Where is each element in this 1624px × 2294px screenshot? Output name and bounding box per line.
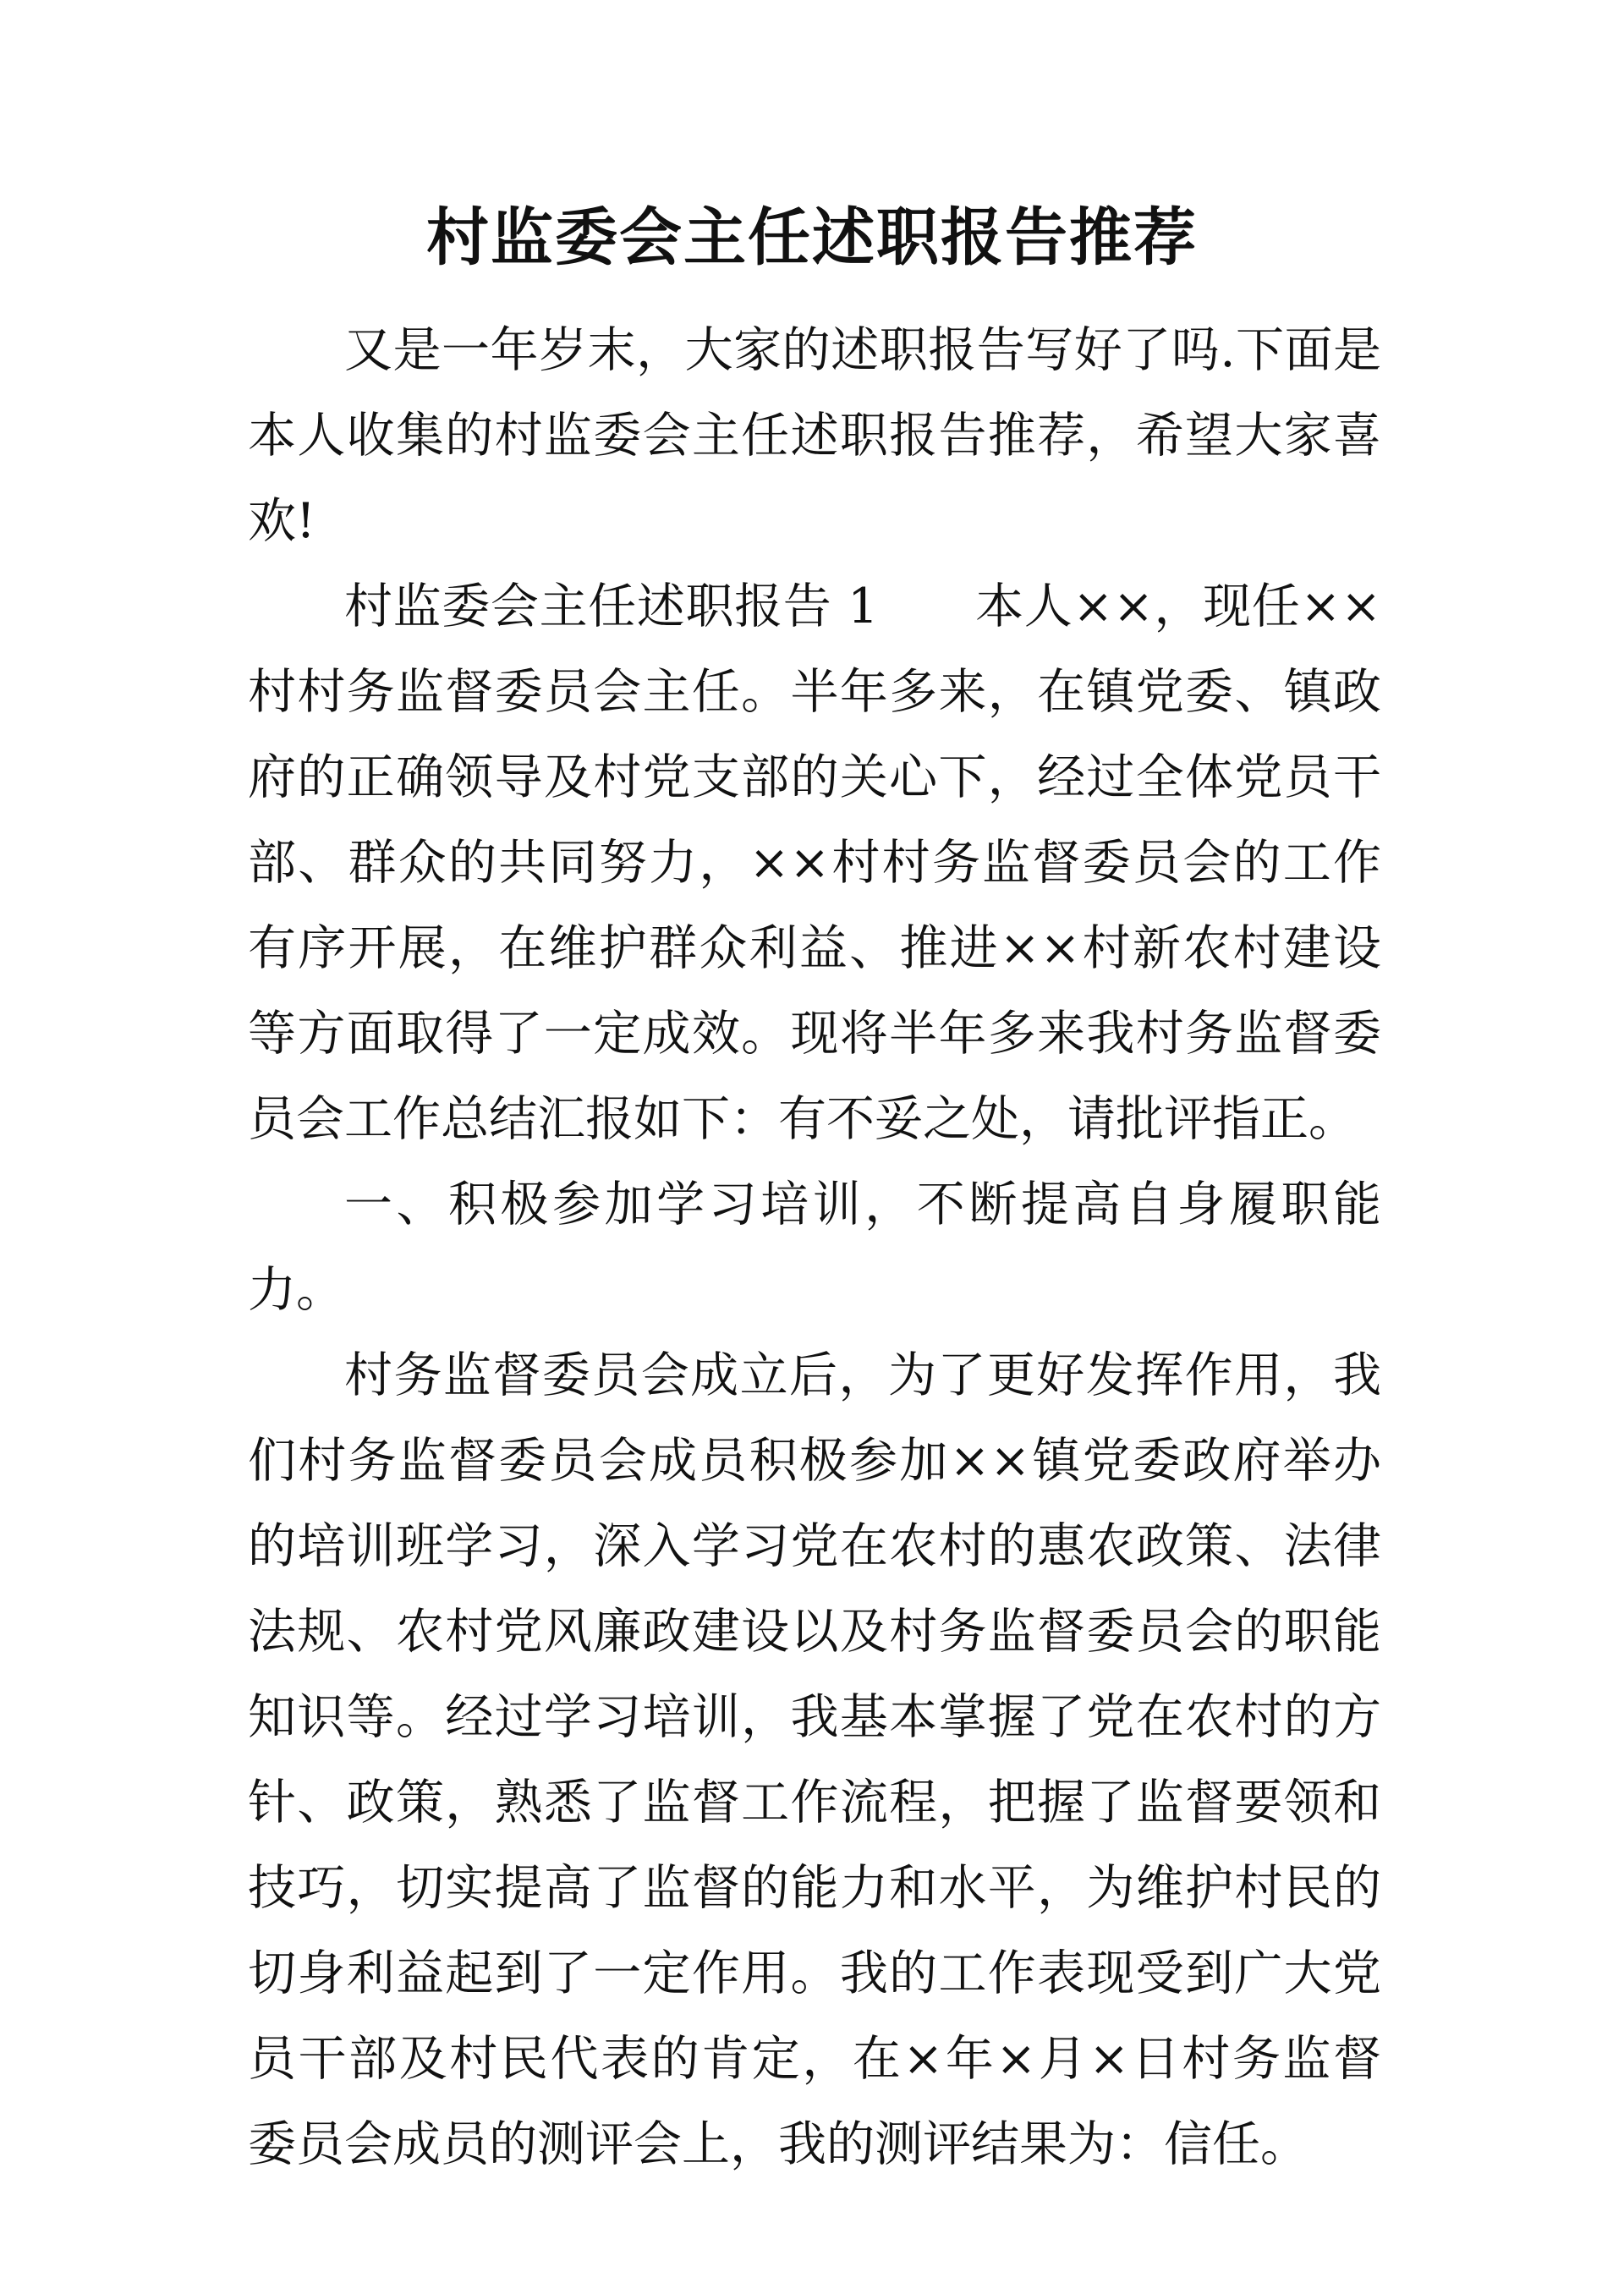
section-1-heading: 一、积极参加学习培训，不断提高自身履职能力。 — [248, 1177, 1381, 1318]
document-body — [248, 308, 1381, 2187]
intro-paragraph: 又是一年岁末，大家的述职报告写好了吗.下面是本人收集的村监委会主任述职报告推荐，希望大家喜欢! — [248, 322, 1381, 549]
document-title: 村监委会主任述职报告推荐 — [426, 201, 1198, 274]
report-paragraph-2: 村务监督委员会成立后，为了更好发挥作用，我们村务监督委员会成员积极参加××镇党委政府举办的培训班学习，深入学习党在农村的惠农政策、法律法规、农村党风廉政建设以及村务监督委员会的职能知识等。经过学习培训，我基本掌握了党在农村的方针、政策，熟悉了监督工作流程，把握了监督要领和技巧，切实提高了监督的能力和水平，为维护村民的切身利益起到了一定作用。我的工作表现受到广大党员干部及村民代表的肯定，在×年×月×日村务监督委员会成员的测评会上，我的测评结果为：信任。 — [248, 1347, 1381, 2172]
report-paragraph-1-text: 本人××，现任××村村务监督委员会主任。半年多来，在镇党委、镇政府的正确领导及村党支部的关心下，经过全体党员干部、群众的共同努力，××村村务监督委员会的工作有序开展，在维护群众利益、推进××村新农村建设等方面取得了一定成效。现将半年多来我村务监督委员会工作总结汇报如下：有不妥之处，请批评指正。 — [248, 579, 1381, 1147]
report-paragraph-1 — [248, 564, 1381, 1162]
report-heading: 村监委会主任述职报告 1 — [344, 579, 879, 634]
